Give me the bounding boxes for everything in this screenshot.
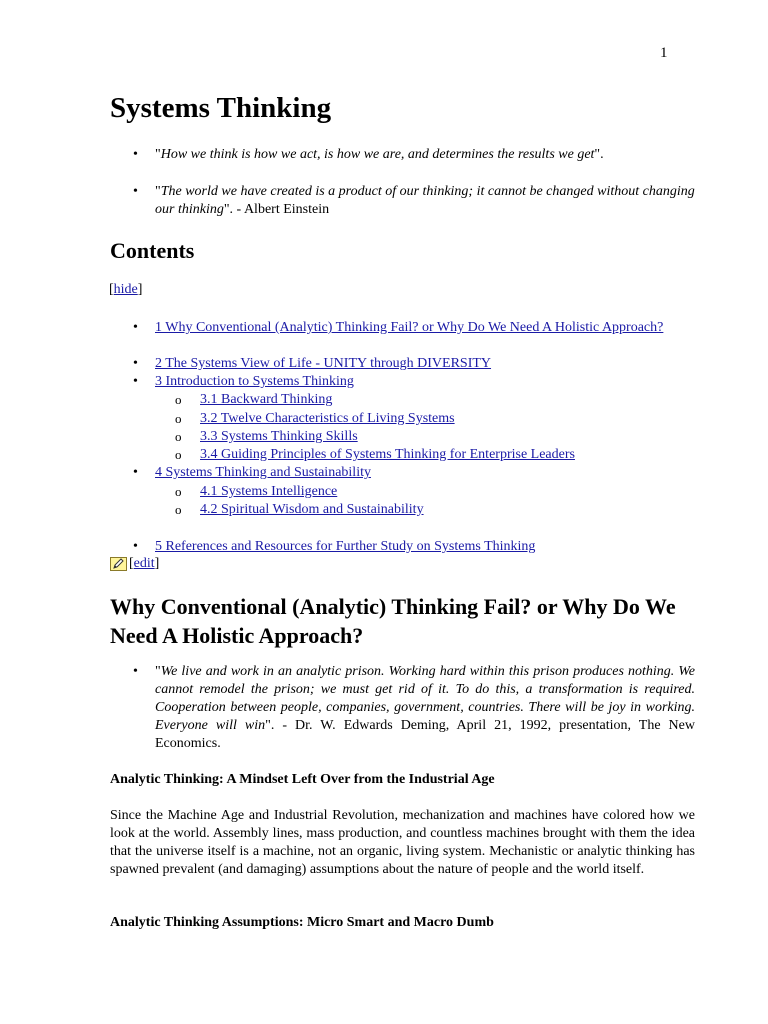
toc-link-4[interactable]: 4 Systems Thinking and Sustainability [155,465,371,480]
bullet-icon: • [133,356,138,371]
subheading-analytic-thinking: Analytic Thinking: A Mindset Left Over from the Industrial Age [110,772,495,787]
sub-bullet-icon: o [175,392,182,407]
edit-link[interactable]: edit [133,556,155,571]
contents-heading: Contents [110,238,195,263]
page-number: 1 [660,45,668,61]
toc-link-3-2[interactable]: 3.2 Twelve Characteristics of Living Systems [200,411,455,426]
body-paragraph: Since the Machine Age and Industrial Revolution, mechanization and machines have colored how we look at the world. Assembly lines, mass production, and countless machines brought with them the idea that the universe itself is a machine, not an organic, living system. Mechanistic or analytic thinking has spawned prevalent (and damaging) assumptions about the nature of people and the world itself. [110,808,695,877]
quote-text: "The world we have created is a product of our thinking; it cannot be changed without changing our thinking". - Albert Einstein [155,184,695,217]
sub-bullet-icon: o [175,447,182,462]
bullet-icon: • [133,184,138,199]
bullet-icon: • [133,465,138,480]
toc-link-3[interactable]: 3 Introduction to Systems Thinking [155,374,354,389]
page-title: Systems Thinking [110,92,332,124]
sub-bullet-icon: o [175,429,182,444]
toc-link-3-3[interactable]: 3.3 Systems Thinking Skills [200,429,358,444]
toc-link-4-1[interactable]: 4.1 Systems Intelligence [200,484,338,499]
toc-link-3-1[interactable]: 3.1 Backward Thinking [200,392,333,407]
toc-link-2[interactable]: 2 The Systems View of Life - UNITY through DIVERSITY [155,356,492,371]
bullet-icon: • [133,147,138,162]
bullet-icon: • [133,539,138,554]
sub-bullet-icon: o [175,502,182,517]
deming-quote: "We live and work in an analytic prison. Working hard within this prison produces nothing. We cannot remodel the prison; we must get rid of it. To do this, a transformation is required. Cooperation between people, companies, government, countries. There will be joy in working. Everyone will win". - Dr. W. Edwards Deming, April 21, 1992, presentation, The New Economics. [155,664,695,751]
hide-link[interactable]: hide [113,282,138,297]
bullet-icon: • [133,374,138,389]
bullet-icon: • [133,664,138,679]
toc-link-3-4[interactable]: 3.4 Guiding Principles of Systems Thinking for Enterprise Leaders [200,447,575,462]
toc-link-1[interactable]: 1 Why Conventional (Analytic) Thinking Fail? or Why Do We Need A Holistic Approach? [155,320,664,335]
toc-link-5[interactable]: 5 References and Resources for Further Study on Systems Thinking [155,539,536,554]
edit-section: [edit] [110,556,159,572]
sub-bullet-icon: o [175,411,182,426]
toc-link-4-2[interactable]: 4.2 Spiritual Wisdom and Sustainability [200,502,424,517]
subheading-assumptions: Analytic Thinking Assumptions: Micro Smart and Macro Dumb [110,915,494,930]
sub-bullet-icon: o [175,484,182,499]
bullet-icon: • [133,320,138,335]
toc-toggle: [hide] [109,282,143,297]
section-heading: Why Conventional (Analytic) Thinking Fail? or Why Do We Need A Holistic Approach? [110,594,676,648]
quote-text: "How we think is how we act, is how we are, and determines the results we get". [155,147,604,162]
pencil-icon[interactable] [110,557,127,571]
